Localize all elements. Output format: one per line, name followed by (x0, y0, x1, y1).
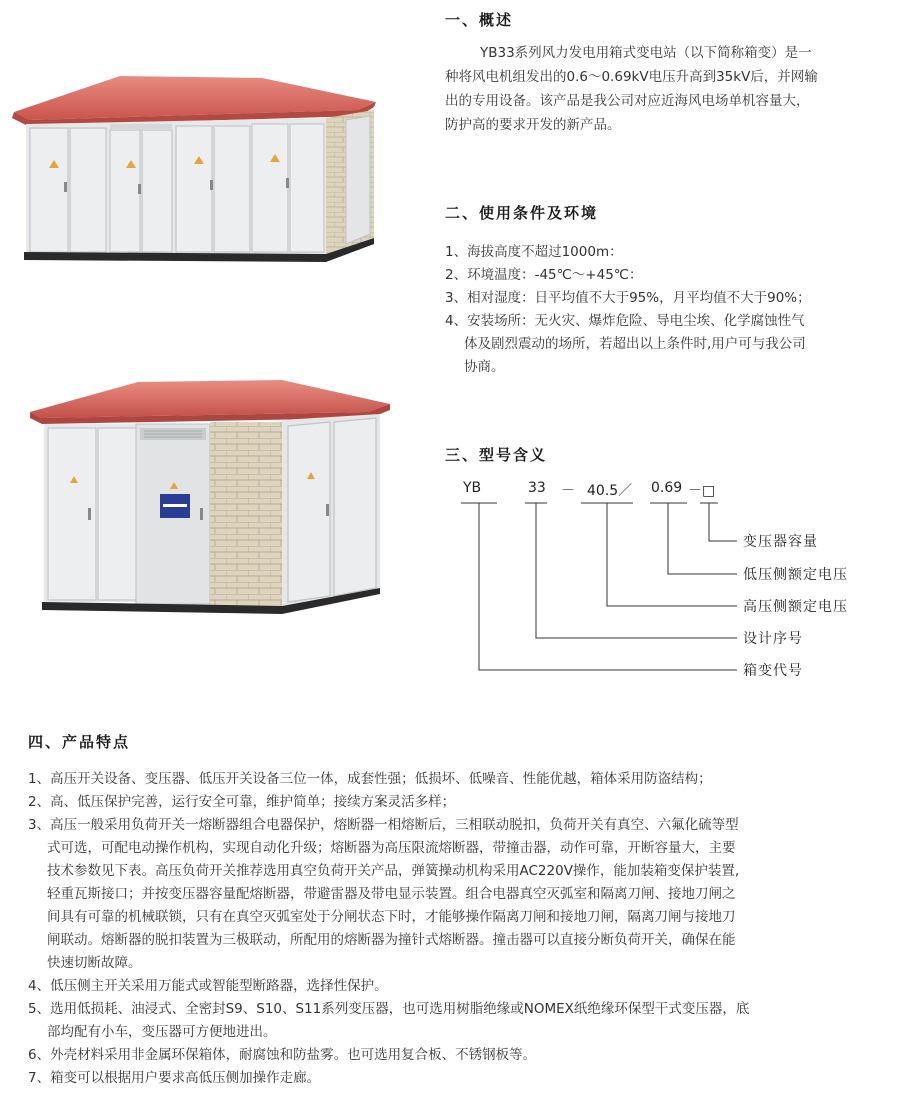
list-item (28, 998, 888, 1021)
item-text: 环境温度：-45℃～+45℃： (467, 267, 643, 283)
label-hv-voltage: 高压侧额定电压 (743, 599, 848, 615)
item-text-continued: 快速切断故障。 (47, 955, 142, 971)
substation-photo-1 (10, 72, 382, 268)
item-text: 箱变可以根据用户要求高低压侧加操作走廊。 (50, 1070, 321, 1086)
item-text-continued: 体及剧烈震动的场所，若超出以上条件时,用户可与我公司 (464, 336, 806, 352)
item-text: 高压一般采用负荷开关一熔断器组合电器保护，熔断器一相熔断后，三相联动脱扣，负荷开关有真空、六氟化硫等型 (50, 817, 739, 833)
item-text: 高压开关设备、变压器、低压开关设备三位一体，成套性强；低损坏、低噪音、性能优越，箱体采用防盗结构； (50, 771, 712, 787)
item-text: 海拔高度不超过1000m： (467, 244, 623, 260)
substation-photo-2 (28, 378, 394, 618)
item-text-continued: 闸联动。熔断器的脱扣装置为三极联动，所配用的熔断器为撞针式熔断器。撞击器可以直接分断负荷开关，确保在能 (47, 932, 736, 948)
code-part-40-5: 40.5／ (587, 483, 633, 499)
code-part-capacity: －□ (688, 483, 716, 499)
item-text-continued: 式可选，可配电动操作机构，实现自动化升级；熔断器为高压限流熔断器，带撞击器，动作可靠，开断容量大，主要 (47, 840, 736, 856)
item-num: 6、 (28, 1047, 51, 1063)
item-text: 相对湿度：日平均值不大于95%，月平均值不大于90%； (467, 290, 811, 306)
section-3-title: 三、型号含义 (445, 446, 548, 464)
item-text-continued: 协商。 (464, 359, 505, 375)
list-item (28, 768, 888, 791)
code-part-0-69: 0.69 (651, 480, 683, 496)
item-text: 外壳材料采用非金属环保箱体，耐腐蚀和防盐雾。也可选用复合板、不锈钢板等。 (50, 1047, 537, 1063)
item-text: 低压侧主开关采用万能式或智能型断路器，选择性保护。 (50, 978, 388, 994)
item-text-continued: 轻重瓦斯接口；并按变压器容量配熔断器，带避雷器及带电显示装置。组合电器真空灭弧室和隔离刀闸、接地刀闸之 (47, 886, 736, 902)
item-text-continued: 间具有可靠的机械联锁，只有在真空灭弧室处于分闸状态下时，才能够操作隔离刀闸和接地刀闸，隔离刀闸与接地刀 (47, 909, 736, 925)
item-num: 7、 (28, 1070, 51, 1086)
item-num: 4、 (28, 978, 51, 994)
item-num: 2、 (28, 794, 51, 810)
list-item (28, 1044, 888, 1067)
section-2-title: 二、使用条件及环境 (445, 204, 599, 222)
list-item (28, 814, 888, 837)
overview-line: YB33系列风力发电用箱式变电站（以下简称箱变）是一 (480, 45, 812, 61)
code-part-dash: － (561, 483, 575, 499)
list-item (445, 287, 890, 310)
list-item (28, 1067, 888, 1090)
item-text: 高、低压保护完善，运行安全可靠，维护简单；接续方案灵活多样； (50, 794, 456, 810)
code-part-yb: YB (463, 480, 482, 496)
list-item (445, 310, 890, 333)
item-text-continued: 技术参数见下表。高压负荷开关推荐选用真空负荷开关产品，弹簧操动机构采用AC220V操作，能加装箱变保护装置, (47, 863, 740, 879)
item-num: 3、 (445, 290, 468, 306)
list-item (28, 791, 888, 814)
section-1-title: 一、概述 (445, 11, 514, 29)
item-text: 安装场所：无火灾、爆炸危险、导电尘埃、化学腐蚀性气 (467, 313, 805, 329)
label-code: 箱变代号 (743, 663, 803, 679)
code-part-33: 33 (528, 480, 546, 496)
item-num: 1、 (28, 771, 51, 787)
list-item (28, 975, 888, 998)
item-num: 3、 (28, 817, 51, 833)
overview-line: 种将风电机组发出的0.6～0.69kV电压升高到35kV后，并网输 (445, 69, 818, 85)
item-num: 2、 (445, 267, 468, 283)
item-num: 5、 (28, 1001, 51, 1017)
conditions-list (445, 241, 890, 379)
overview-line: 出的专用设备。该产品是我公司对应近海风电场单机容量大， (445, 93, 810, 109)
label-lv-voltage: 低压侧额定电压 (743, 567, 848, 583)
item-num: 4、 (445, 313, 468, 329)
item-text: 选用低损耗、油浸式、全密封S9、S10、S11系列变压器，也可选用树脂绝缘或NOMEX纸绝缘环保型干式变压器，底 (50, 1001, 750, 1017)
label-design-number: 设计序号 (743, 631, 803, 647)
list-item (445, 264, 890, 287)
item-num: 1、 (445, 244, 468, 260)
features-list (28, 768, 888, 1090)
item-text-continued: 部均配有小车，变压器可方便地进出。 (47, 1024, 277, 1040)
section-4-title: 四、产品特点 (28, 733, 131, 751)
label-capacity: 变压器容量 (743, 534, 818, 550)
list-item (445, 241, 890, 264)
overview-line: 防护高的要求开发的新产品。 (445, 117, 621, 133)
model-code-diagram (455, 496, 740, 680)
overview-text (445, 41, 885, 137)
